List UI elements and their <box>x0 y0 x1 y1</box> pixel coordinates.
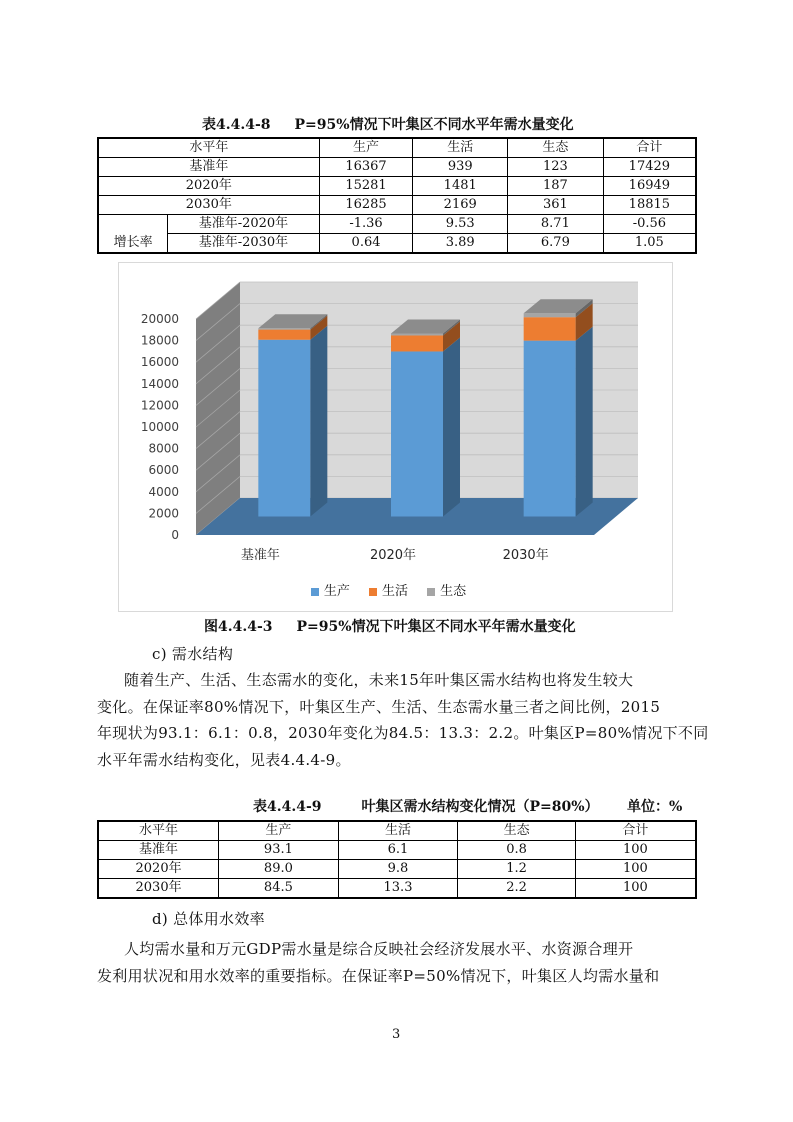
bar-segment <box>258 328 310 329</box>
table2-header-cell: 生活 <box>338 821 458 841</box>
table-cell: 2030年 <box>98 879 219 899</box>
table1-header-cell: 合计 <box>603 138 696 158</box>
table-row <box>98 177 696 196</box>
table-cell: 16367 <box>319 158 413 177</box>
figure-caption <box>204 616 576 636</box>
table-cell: 100 <box>575 860 696 879</box>
table-cell: 基准年-2030年 <box>168 234 319 254</box>
table-cell: 8.71 <box>508 215 604 234</box>
table-cell: -0.56 <box>603 215 696 234</box>
table-cell: 3.89 <box>413 234 508 254</box>
table2-header-row <box>98 821 696 841</box>
legend-item-living <box>369 580 408 599</box>
table1-caption-text: P=95%情况下叶集区不同水平年需水量变化 <box>294 117 574 133</box>
section-c-heading: c) 需水结构 <box>152 645 234 663</box>
y-tick-label: 2000 <box>148 506 179 521</box>
table-cell: 939 <box>413 158 508 177</box>
table2-header-cell: 生产 <box>219 821 339 841</box>
y-tick-label: 0 <box>171 528 179 542</box>
section-c-paragraph <box>97 667 707 773</box>
bar-segment-side <box>443 337 460 516</box>
table-row <box>98 196 696 215</box>
legend-item-production <box>311 580 350 599</box>
y-tick-label: 18000 <box>140 333 179 348</box>
paragraph-line: 变化。在保证率80%情况下，叶集区生产、生活、生态需水量三者之间比例，2015 <box>97 697 661 716</box>
chart-legend <box>119 580 672 599</box>
legend-label: 生产 <box>323 584 350 599</box>
paragraph-line: 人均需水量和万元GDP需水量是综合反映社会经济发展水平、水资源合理开 <box>124 940 634 958</box>
paragraph-line: 水平年需水结构变化，见表4.4.4-9。 <box>97 750 351 769</box>
bar-segment-side <box>310 326 327 517</box>
bar-segment <box>524 317 576 340</box>
paragraph-line: 年现状为93.1：6.1：0.8，2030年变化为84.5：13.3：2.2。叶集区P=80%情况下不同 <box>97 724 709 742</box>
table-cell: 0.8 <box>458 841 576 860</box>
y-tick-label: 8000 <box>148 441 179 456</box>
table1-header-cell: 生活 <box>413 138 508 158</box>
table1-header-cell: 生产 <box>319 138 413 158</box>
table-cell: 84.5 <box>219 879 339 899</box>
table2-header-cell: 生态 <box>458 821 576 841</box>
table-row <box>98 158 696 177</box>
table-cell: 基准年-2020年 <box>168 215 319 234</box>
table-row <box>98 841 696 860</box>
paragraph-line: 发利用状况和用水效率的重要指标。在保证率P=50%情况下，叶集区人均需水量和 <box>97 966 660 985</box>
table-cell: 1.2 <box>458 860 576 879</box>
table-cell: 361 <box>508 196 604 215</box>
y-tick-label: 12000 <box>140 398 179 413</box>
table-cell: 15281 <box>319 177 413 196</box>
y-tick-label: 16000 <box>140 355 179 370</box>
table-cell: 13.3 <box>338 879 458 899</box>
section-d-paragraph <box>97 936 707 989</box>
table-cell: 17429 <box>603 158 696 177</box>
table-row <box>98 215 696 234</box>
table-cell: 100 <box>575 841 696 860</box>
bar-segment <box>258 340 310 517</box>
table-cell: 89.0 <box>219 860 339 879</box>
y-tick-label: 10000 <box>140 420 179 434</box>
bar-segment <box>524 341 576 517</box>
table-cell: 123 <box>508 158 604 177</box>
legend-swatch <box>369 588 377 596</box>
x-tick-label: 2020年 <box>369 548 417 563</box>
table-cell: 2.2 <box>458 879 576 899</box>
table-cell: 2169 <box>413 196 508 215</box>
table-cell: 0.64 <box>319 234 413 254</box>
table-cell: -1.36 <box>319 215 413 234</box>
legend-item-ecology <box>427 580 466 599</box>
table2-header-cell: 水平年 <box>98 821 219 841</box>
section-d-heading: d) 总体用水效率 <box>152 910 265 928</box>
table-row <box>98 234 696 254</box>
table-cell: 18815 <box>603 196 696 215</box>
table-cell: 100 <box>575 879 696 899</box>
table-cell: 9.8 <box>338 860 458 879</box>
table-cell: 1.05 <box>603 234 696 254</box>
table2-unit: 单位：% <box>627 799 683 815</box>
table-row <box>98 860 696 879</box>
table2-caption-text: 叶集区需水结构变化情况（P=80%） <box>361 799 599 815</box>
table1-header-cell: 水平年 <box>98 138 319 158</box>
growth-rate-label: 增长率 <box>98 215 168 254</box>
legend-label: 生活 <box>381 584 408 599</box>
y-tick-label: 6000 <box>148 463 179 478</box>
table1-header-cell: 生态 <box>508 138 604 158</box>
table1-caption <box>202 114 574 134</box>
chart-container <box>118 262 673 612</box>
table-cell: 基准年 <box>98 158 319 177</box>
table-cell: 187 <box>508 177 604 196</box>
bar-segment <box>524 313 576 317</box>
table1-header-row <box>98 138 696 158</box>
table1-caption-num: 表4.4.4-8 <box>202 117 271 133</box>
bar-segment <box>391 333 443 335</box>
x-tick-label: 基准年 <box>240 548 280 563</box>
table2-header-cell: 合计 <box>575 821 696 841</box>
bar-chart <box>119 263 672 611</box>
legend-swatch <box>311 588 319 596</box>
table-cell: 6.79 <box>508 234 604 254</box>
table-cell: 93.1 <box>219 841 339 860</box>
table-cell: 6.1 <box>338 841 458 860</box>
bar-segment <box>391 351 443 516</box>
figure-caption-text: P=95%情况下叶集区不同水平年需水量变化 <box>296 619 576 635</box>
table-cell: 16949 <box>603 177 696 196</box>
y-tick-label: 20000 <box>140 312 179 326</box>
table2 <box>97 820 697 899</box>
legend-swatch <box>427 588 435 596</box>
table-cell: 2030年 <box>98 196 319 215</box>
page-number: 3 <box>392 1027 401 1042</box>
x-tick-label: 2030年 <box>502 548 549 563</box>
bar-segment <box>258 330 310 340</box>
table-cell: 9.53 <box>413 215 508 234</box>
table-row <box>98 879 696 899</box>
table2-caption-num: 表4.4.4-9 <box>253 799 322 815</box>
figure-caption-num: 图4.4.4-3 <box>204 619 273 635</box>
table-cell: 2020年 <box>98 860 219 879</box>
table-cell: 基准年 <box>98 841 219 860</box>
legend-label: 生态 <box>440 584 467 599</box>
table-cell: 1481 <box>413 177 508 196</box>
y-tick-label: 4000 <box>148 484 179 499</box>
table2-caption <box>253 796 599 816</box>
bar-segment <box>391 335 443 351</box>
table1 <box>97 137 697 254</box>
bar-segment-side <box>576 327 593 517</box>
paragraph-line: 随着生产、生活、生态需水的变化，未来15年叶集区需水结构也将发生较大 <box>124 671 634 689</box>
y-tick-label: 14000 <box>140 376 179 391</box>
table-cell: 2020年 <box>98 177 319 196</box>
table-cell: 16285 <box>319 196 413 215</box>
